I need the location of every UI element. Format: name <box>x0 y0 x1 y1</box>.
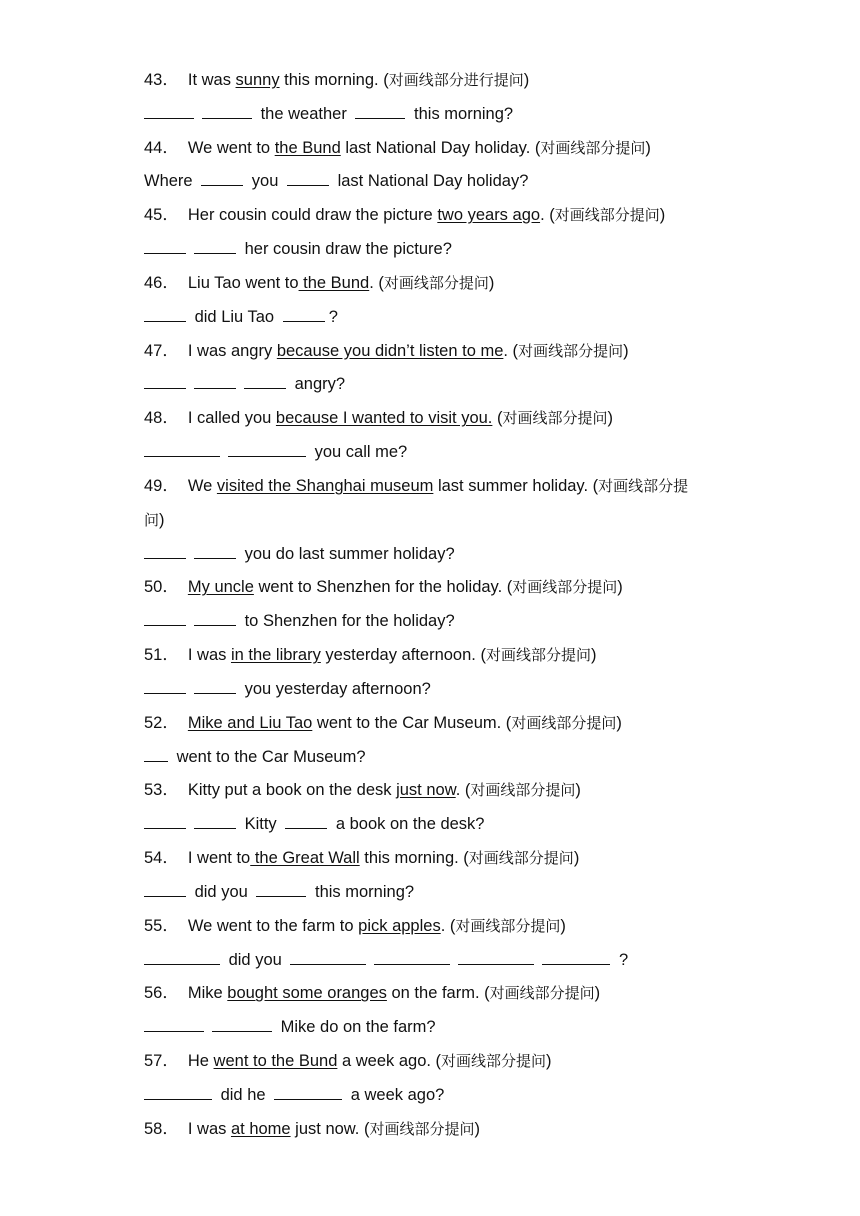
instruction-cn: 对画线部分提问 <box>468 849 574 868</box>
answer-line-56 <box>144 1011 724 1045</box>
question-number: 51． <box>144 646 179 665</box>
answer-blank[interactable] <box>144 117 194 119</box>
question-text: We went to the farm to <box>187 916 359 935</box>
underlined-part: sunny <box>235 71 280 89</box>
question-text: Mike <box>187 984 228 1003</box>
answer-blank[interactable] <box>355 117 405 119</box>
question-text: went to Shenzhen for the holiday. ( <box>253 578 513 597</box>
answer-text: to Shenzhen for the holiday? <box>244 612 455 631</box>
answer-line-49 <box>144 538 724 572</box>
question-53 <box>144 774 724 808</box>
question-text: last National Day holiday. ( <box>340 138 541 157</box>
answer-line-48 <box>144 436 724 470</box>
underlined-part: pick apples <box>358 916 441 935</box>
question-text: went to the Car Museum. ( <box>312 713 512 732</box>
question-47 <box>144 335 724 369</box>
answer-blank[interactable] <box>194 557 236 559</box>
paren-close: ) <box>645 138 651 157</box>
answer-text: did Liu Tao <box>194 307 275 326</box>
question-number: 54． <box>144 849 179 868</box>
question-56 <box>144 977 724 1011</box>
question-49 <box>144 470 724 504</box>
question-number: 46． <box>144 273 179 292</box>
answer-line-57 <box>144 1079 724 1113</box>
answer-text: you <box>251 172 279 191</box>
instruction-cn: 对画线部分提问 <box>540 138 646 157</box>
underlined-part: My uncle <box>187 578 254 597</box>
answer-blank[interactable] <box>144 320 186 322</box>
instruction-cn: 对画线部分提问 <box>554 206 660 225</box>
answer-text: you yesterday afternoon? <box>244 679 431 698</box>
underlined-part: the Bund <box>298 273 370 292</box>
answer-blank[interactable] <box>287 184 329 186</box>
question-48 <box>144 402 724 436</box>
paren-close: ) <box>623 341 629 360</box>
instruction-cn: 对画线部分提 <box>598 476 689 495</box>
question-text: We <box>187 476 217 495</box>
answer-line-47 <box>144 368 724 402</box>
question-text: . ( <box>369 273 384 292</box>
question-number: 52． <box>144 713 179 732</box>
paren-close: ) <box>474 1119 480 1138</box>
answer-text: a book on the desk? <box>335 815 485 834</box>
question-text: this morning. ( <box>279 71 389 89</box>
answer-text: angry? <box>294 375 346 394</box>
question-text: I was <box>187 646 231 665</box>
answer-blank[interactable] <box>144 252 186 254</box>
question-text: It was <box>187 71 236 89</box>
question-number: 55． <box>144 916 179 935</box>
answer-line-55 <box>144 944 724 978</box>
instruction-cn: 对画线部分提问 <box>383 273 489 292</box>
question-45 <box>144 199 724 233</box>
answer-text: you do last summer holiday? <box>244 544 455 563</box>
question-number: 48． <box>144 409 179 428</box>
answer-blank[interactable] <box>244 387 286 389</box>
question-57 <box>144 1045 724 1079</box>
question-number: 53． <box>144 781 179 800</box>
answer-blank[interactable] <box>256 895 306 897</box>
question-text: just now. ( <box>290 1119 370 1138</box>
question-number: 44． <box>144 138 179 157</box>
question-43 <box>144 64 724 98</box>
underlined-part: two years ago <box>437 206 541 225</box>
answer-line-50 <box>144 605 724 639</box>
answer-blank[interactable] <box>194 624 236 626</box>
question-text: Liu Tao went to <box>187 273 299 292</box>
answer-blank[interactable] <box>283 320 325 322</box>
underlined-part: at home <box>230 1119 291 1138</box>
underlined-part: visited the Shanghai museum <box>216 476 434 495</box>
question-text: ( <box>492 409 503 428</box>
question-number: 45． <box>144 206 179 225</box>
instruction-cn: 对画线部分提问 <box>485 646 591 665</box>
instruction-cn: 问 <box>144 510 160 529</box>
underlined-part: because I wanted to visit you. <box>275 409 493 428</box>
answer-blank[interactable] <box>274 1098 342 1100</box>
instruction-cn: 对画线部分提问 <box>489 984 595 1003</box>
answer-blank[interactable] <box>144 387 186 389</box>
answer-line-54 <box>144 876 724 910</box>
paren-close: ) <box>523 71 530 89</box>
paren-close: ) <box>617 578 623 597</box>
answer-line-44 <box>144 165 724 199</box>
answer-text: this morning? <box>315 882 415 901</box>
answer-blank[interactable] <box>194 387 236 389</box>
instruction-cn: 对画线部分提问 <box>441 1052 547 1071</box>
question-number: 43． <box>144 71 179 89</box>
answer-line-46 <box>144 301 724 335</box>
underlined-part: because you didn’t listen to me <box>276 341 504 360</box>
question-number: 47． <box>144 341 179 360</box>
question-number: 57． <box>144 1052 179 1071</box>
instruction-cn: 对画线部分提问 <box>512 578 618 597</box>
paren-close: ) <box>573 849 580 868</box>
question-text: . ( <box>455 781 471 800</box>
instruction-cn: 对画线部分提问 <box>511 713 617 732</box>
answer-blank[interactable] <box>144 455 220 457</box>
answer-blank[interactable] <box>201 184 243 186</box>
question-text: . ( <box>440 916 456 935</box>
question-text: yesterday afternoon. ( <box>320 646 486 665</box>
answer-text: did he <box>220 1085 266 1104</box>
answer-text: this morning? <box>414 104 514 123</box>
question-text: He <box>187 1052 214 1071</box>
answer-text: ? <box>619 950 629 969</box>
answer-blank[interactable] <box>144 624 186 626</box>
paren-close: ) <box>590 646 597 665</box>
answer-text: went to the Car Museum? <box>176 747 366 766</box>
question-text: a week ago. ( <box>337 1052 442 1071</box>
answer-text: ? <box>328 307 338 326</box>
instruction-cn: 对画线部分提问 <box>455 916 561 935</box>
exercise-document <box>144 64 724 1147</box>
answer-blank[interactable] <box>542 963 610 965</box>
paren-close: ) <box>575 781 581 800</box>
answer-blank[interactable] <box>144 557 186 559</box>
answer-blank[interactable] <box>144 1098 212 1100</box>
question-text: last summer holiday. ( <box>433 476 599 495</box>
answer-line-52 <box>144 741 724 775</box>
question-51 <box>144 639 724 673</box>
question-58 <box>144 1113 724 1147</box>
question-text: Her cousin could draw the picture <box>187 206 438 225</box>
answer-blank[interactable] <box>194 827 236 829</box>
answer-blank[interactable] <box>212 1030 272 1032</box>
question-text: I was <box>187 1119 231 1138</box>
question-50 <box>144 571 724 605</box>
paren-close: ) <box>594 984 601 1003</box>
underlined-part: in the library <box>230 646 321 665</box>
answer-line-53 <box>144 808 724 842</box>
answer-blank[interactable] <box>228 455 306 457</box>
paren-close: ) <box>607 409 613 428</box>
answer-text: did you <box>228 950 282 969</box>
answer-text: Mike do on the farm? <box>280 1018 436 1037</box>
answer-blank[interactable] <box>374 963 450 965</box>
instruction-cn: 对画线部分提问 <box>502 409 608 428</box>
underlined-part: Mike and Liu Tao <box>187 713 313 732</box>
answer-text: Kitty <box>244 815 277 834</box>
paren-close: ) <box>159 510 165 529</box>
paren-close: ) <box>546 1052 552 1071</box>
answer-text: you call me? <box>314 443 408 462</box>
question-text: I was angry <box>187 341 277 360</box>
answer-blank[interactable] <box>144 760 168 762</box>
underlined-part: just now <box>396 781 456 800</box>
answer-blank[interactable] <box>458 963 534 965</box>
paren-close: ) <box>560 916 566 935</box>
answer-blank[interactable] <box>285 827 327 829</box>
question-49-wrap <box>144 504 724 538</box>
answer-blank[interactable] <box>202 117 252 119</box>
question-text: I went to <box>187 849 251 868</box>
question-number: 58． <box>144 1119 179 1138</box>
answer-blank[interactable] <box>144 963 220 965</box>
answer-text: her cousin draw the picture? <box>244 240 452 259</box>
answer-text: did you <box>194 882 248 901</box>
question-text: We went to <box>187 138 275 157</box>
question-number: 49． <box>144 476 179 495</box>
question-number: 56． <box>144 984 179 1003</box>
answer-blank[interactable] <box>290 963 366 965</box>
question-number: 50． <box>144 578 179 597</box>
answer-blank[interactable] <box>144 1030 204 1032</box>
question-text: I called you <box>187 409 276 428</box>
question-text: . ( <box>540 206 555 225</box>
underlined-part: went to the Bund <box>213 1052 338 1071</box>
question-text: Kitty put a book on the desk <box>187 781 397 800</box>
question-52 <box>144 707 724 741</box>
question-44 <box>144 132 724 166</box>
instruction-cn: 对画线部分提问 <box>470 781 576 800</box>
answer-blank[interactable] <box>194 692 236 694</box>
question-text: this morning. ( <box>359 849 469 868</box>
question-55 <box>144 910 724 944</box>
instruction-cn: 对画线部分进行提问 <box>388 71 524 89</box>
instruction-cn: 对画线部分提问 <box>518 341 624 360</box>
answer-text: last National Day holiday? <box>337 172 529 191</box>
question-text: . ( <box>503 341 519 360</box>
question-54 <box>144 842 724 876</box>
answer-text: the weather <box>260 104 347 123</box>
answer-text: a week ago? <box>350 1085 445 1104</box>
underlined-part: the Great Wall <box>250 849 360 868</box>
answer-blank[interactable] <box>144 827 186 829</box>
answer-blank[interactable] <box>194 252 236 254</box>
underlined-part: bought some oranges <box>227 984 387 1003</box>
answer-line-43 <box>144 98 724 132</box>
paren-close: ) <box>488 273 495 292</box>
paren-close: ) <box>616 713 622 732</box>
answer-blank[interactable] <box>144 895 186 897</box>
underlined-part: the Bund <box>274 138 341 157</box>
question-text: on the farm. ( <box>386 984 490 1003</box>
paren-close: ) <box>659 206 666 225</box>
answer-blank[interactable] <box>144 692 186 694</box>
instruction-cn: 对画线部分提问 <box>369 1119 475 1138</box>
answer-text: Where <box>144 172 193 191</box>
answer-line-45 <box>144 233 724 267</box>
answer-line-51 <box>144 673 724 707</box>
question-46 <box>144 267 724 301</box>
